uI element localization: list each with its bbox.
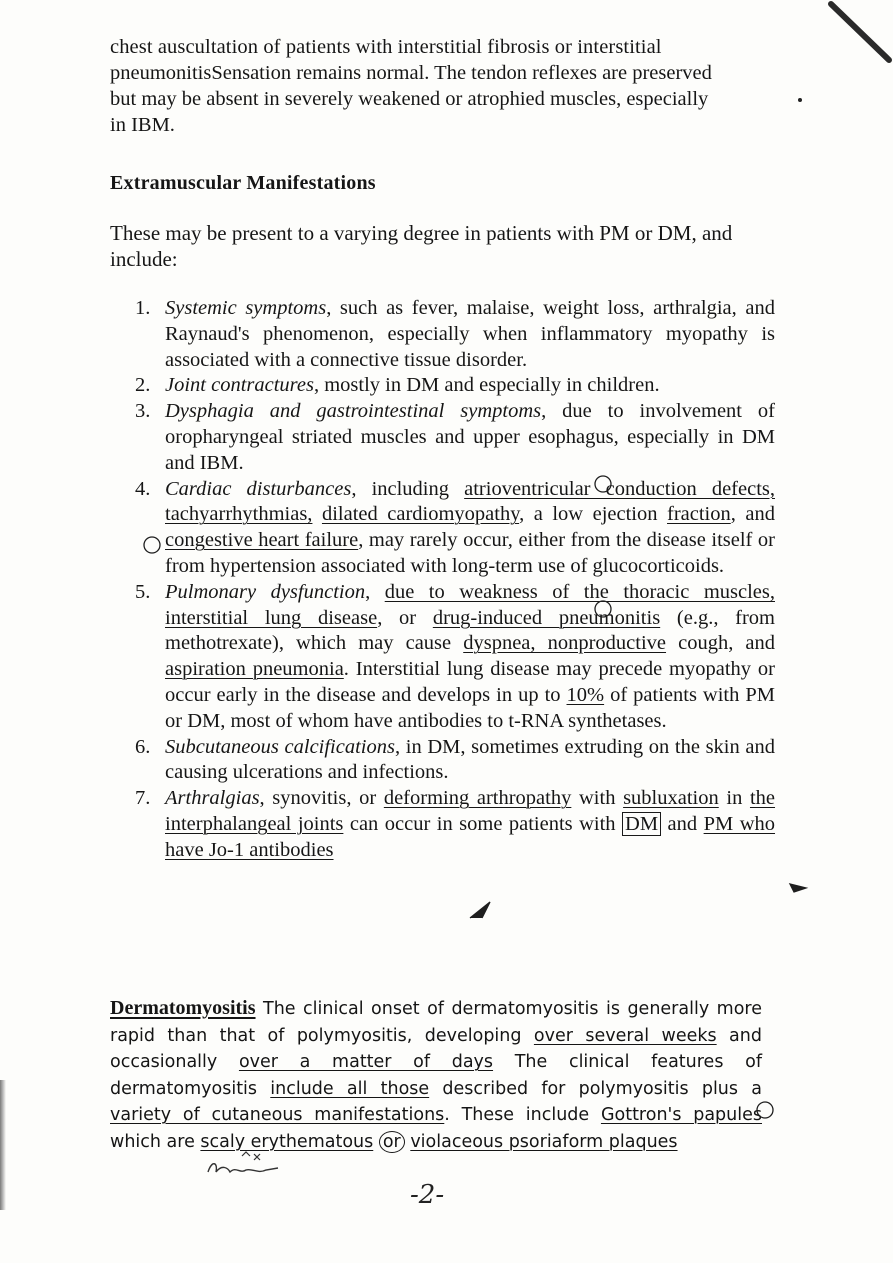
underlined-text: scaly erythematous [200, 1131, 374, 1152]
manifestations-list [135, 296, 775, 864]
underlined-text: due to weakness of the thoracic muscles, interstitial lung disease [165, 580, 775, 629]
item-text-mid [312, 503, 322, 525]
item-number: 6. [135, 735, 151, 758]
item-text-pre: , [365, 580, 385, 603]
circled-text: or [379, 1131, 405, 1153]
item-title: Arthralgias [165, 787, 260, 810]
intro-line-1: chest auscultation of patients with interstitial fibrosis or interstitial [110, 36, 662, 58]
item-text-pre: , synovitis, or [259, 787, 384, 810]
item-title: Cardiac disturbances [165, 477, 352, 500]
intro-line-3: but may be absent in severely weakened or atrophied muscles, especially [110, 88, 709, 110]
item-number: 2. [135, 374, 151, 397]
underlined-text: deforming arthropathy [383, 787, 572, 810]
derm-text: The clinical onset of dermatomyositis is generally more rapid than that of polymyositis, developing [110, 999, 762, 1046]
list-item [135, 477, 775, 580]
underlined-text: congestive heart failure [165, 529, 359, 552]
item-number: 5. [135, 580, 151, 603]
item-text: , due to involvement of oropharyngeal striated muscles and upper esophagus, especially in DM and IBM. [165, 400, 775, 474]
item-text-mid: , or [377, 606, 433, 629]
item-text-mid: , a low ejection [519, 503, 668, 526]
scan-edge-shadow [0, 1080, 6, 1210]
handwritten-scribble [200, 1150, 290, 1180]
derm-text: The clinical features of dermatomyositis [110, 1052, 762, 1099]
item-text-post: , may rarely occur, either from the disease itself or from hypertension associated with long-term use of glucocorticoids. [165, 529, 775, 577]
item-text-mid: in [718, 787, 750, 810]
item-title: Pulmonary dysfunction [165, 580, 366, 603]
page-number: -2- [410, 1180, 445, 1210]
underlined-text: atrioventricular conduction defects, tachyarrhythmias, [165, 477, 775, 526]
list-item [135, 296, 775, 373]
intro-paragraph [110, 34, 790, 138]
item-text: , such as fever, malaise, weight loss, arthralgia, and Raynaud's phenomenon, especially when inflammatory myopathy is associated with a connective tissue disorder. [165, 297, 775, 371]
item-text-mid: can occur in some patients with [343, 812, 623, 835]
underlined-text: dilated cardiomyopathy [321, 503, 520, 526]
item-text-mid: with [571, 787, 624, 810]
item-text-mid: and [661, 812, 704, 835]
underlined-text: 10% [566, 683, 605, 706]
derm-text: . These include [444, 1105, 601, 1125]
item-text-post: . Interstitial lung disease may precede myopathy or occur early in the disease and develops in up to [165, 658, 775, 706]
item-number: 1. [135, 297, 151, 319]
underlined-text: subluxation [623, 787, 719, 810]
item-title: Joint contractures [165, 374, 314, 397]
underlined-text: variety of cutaneous manifestations [110, 1105, 445, 1125]
item-text-mid: cough, and [666, 632, 776, 655]
underlined-text: include all those [270, 1078, 430, 1099]
underlined-text: aspiration pneumonia [165, 658, 344, 681]
underlined-text: PM who have Jo-1 antibodies [165, 812, 776, 861]
intro-line-2: pneumonitisSensation remains normal. The tendon reflexes are preserved [110, 62, 712, 84]
item-text-post: of patients with PM or DM, most of whom have antibodies to t-RNA synthetases. [165, 683, 775, 732]
item-text-mid: , and [730, 503, 775, 526]
underlined-text: over a matter of days [238, 1052, 494, 1072]
derm-text: and occasionally [110, 1025, 762, 1072]
list-item [135, 373, 775, 399]
derm-text: which are [110, 1131, 201, 1152]
list-item [135, 786, 775, 863]
margin-dot [798, 98, 802, 102]
list-item [135, 580, 775, 735]
section-heading: Extramuscular Manifestations [110, 172, 376, 194]
item-number: 4. [135, 477, 151, 500]
underlined-text: Gottron's papules [600, 1105, 762, 1125]
item-text-mid: (e.g., from methotrexate), which may cause [165, 606, 776, 655]
section-intro: These may be present to a varying degree in patients with PM or DM, and include: [110, 221, 733, 271]
intro-line-4: in IBM. [110, 114, 175, 136]
underlined-text: fraction [667, 503, 731, 526]
boxed-text: DM [622, 812, 661, 836]
underlined-text: dyspnea, nonproductive [463, 632, 667, 655]
dermatomyositis-paragraph [110, 995, 762, 1155]
item-title: Systemic symptoms [165, 297, 327, 319]
item-number: 3. [135, 400, 151, 423]
scan-edge-mark [823, 0, 893, 80]
list-item [135, 735, 775, 787]
list-item [135, 399, 775, 476]
item-title: Subcutaneous calcifications [165, 735, 395, 758]
underlined-text: violaceous psoriaform plaques [410, 1131, 678, 1152]
item-title: Dysphagia and gastrointestinal symptoms [165, 400, 542, 423]
derm-title: Dermatomyositis [110, 997, 256, 1019]
derm-text: described for polymyositis plus a [429, 1078, 762, 1099]
item-number: 7. [135, 787, 151, 810]
item-text-pre: , including [351, 477, 465, 500]
item-text: , in DM, sometimes extruding on the skin and causing ulcerations and infections. [165, 735, 776, 784]
underlined-text: over several weeks [533, 1025, 717, 1046]
item-text: , mostly in DM and especially in children. [313, 374, 660, 397]
underlined-text: the interphalangeal joints [165, 787, 776, 835]
underlined-text: drug-induced pneumonitis [432, 606, 661, 629]
